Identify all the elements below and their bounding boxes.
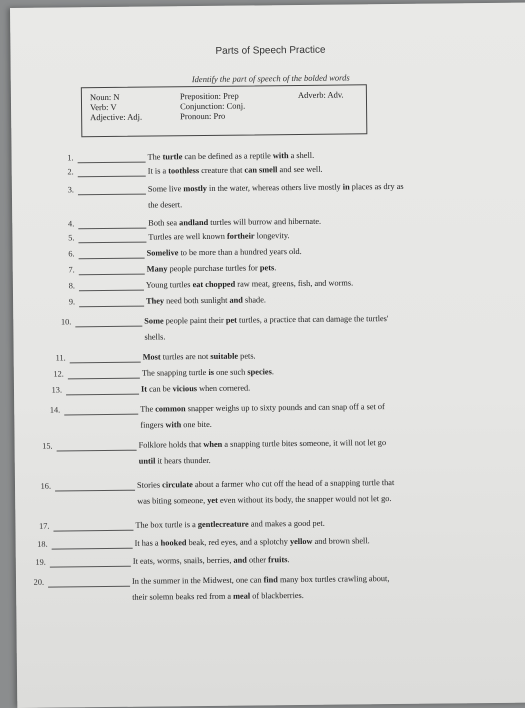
- question-sentence: It has a hooked beak, red eyes, and a splotchy yellow and brown shell.: [134, 536, 370, 548]
- question-sentence: They need both sunlight and shade.: [146, 295, 266, 306]
- question-sentence: Stories circulate about a farmer who cut off the head of a snapping turtle that: [136, 478, 395, 490]
- question-sentence: The common snapper weighs up to sixty pounds and can snap off a set of: [140, 402, 385, 414]
- answer-blank[interactable]: [55, 490, 135, 492]
- key-column-2: [180, 91, 245, 122]
- question-sentence: Many people purchase turtles for pets.: [146, 263, 277, 274]
- question-number: 14.: [49, 405, 61, 415]
- question-number: 4.: [67, 219, 75, 229]
- question-number: 11.: [55, 353, 66, 363]
- question-number: 7.: [68, 265, 75, 275]
- question-sentence: shells.: [144, 332, 166, 342]
- answer-blank[interactable]: [68, 378, 140, 380]
- key-adverb: Adverb: Adv.: [297, 89, 344, 100]
- question-number: 17.: [39, 521, 50, 531]
- question-number: 9.: [68, 297, 76, 307]
- answer-blank[interactable]: [79, 290, 144, 292]
- answer-blank[interactable]: [78, 228, 146, 230]
- answer-blank[interactable]: [78, 242, 146, 244]
- question-sentence: It is a toothless creature that can smell and see well.: [147, 164, 323, 176]
- answer-blank[interactable]: [75, 326, 142, 328]
- key-verb: Verb: V: [89, 101, 117, 113]
- answer-blank[interactable]: [79, 258, 145, 260]
- question-sentence: Most turtles are not suitable pets.: [142, 351, 256, 362]
- question-sentence: The snapping turtle is one such species.: [141, 367, 274, 378]
- question-sentence: Somelive to be more than a hundred years old.: [146, 246, 302, 258]
- question-number: 18.: [37, 539, 48, 549]
- answer-blank[interactable]: [78, 162, 146, 164]
- answer-blank[interactable]: [48, 586, 130, 588]
- answer-blank[interactable]: [53, 530, 133, 532]
- key-conjunction: Conjunction: Conj.: [179, 100, 246, 112]
- key-preposition: Preposition: Prep: [179, 90, 239, 102]
- question-sentence: It can be vicious when cornered.: [140, 383, 251, 394]
- question-sentence: Turtles are well known fortheir longevity.: [148, 231, 290, 242]
- answer-blank[interactable]: [79, 274, 145, 276]
- question-number: 10.: [60, 317, 72, 327]
- answer-blank[interactable]: [79, 306, 144, 308]
- question-number: 13.: [51, 385, 63, 395]
- key-column-3: [298, 90, 344, 100]
- question-sentence: The box turtle is a gentlecreature and makes a good pet.: [135, 518, 325, 530]
- question-number: 12.: [53, 369, 64, 379]
- question-sentence: Some people paint their pet turtles, a practice that can damage the turtles': [144, 314, 389, 326]
- page-title: Parts of Speech Practice: [215, 44, 326, 57]
- question-sentence: Both sea andland turtles will burrow and hibernate.: [148, 216, 322, 228]
- question-sentence: Young turtles eat chopped raw meat, greens, fish, and worms.: [145, 278, 354, 290]
- answer-blank[interactable]: [66, 394, 139, 396]
- answer-blank[interactable]: [78, 176, 146, 178]
- abbreviation-key: [81, 84, 368, 137]
- answer-blank[interactable]: [78, 194, 146, 196]
- question-sentence: Some live mostly in the water, whereas others live mostly in places as dry as: [147, 181, 404, 194]
- question-number: 5.: [68, 233, 75, 243]
- question-sentence: Folklore holds that when a snapping turtle bites someone, it will not let go: [138, 438, 387, 450]
- question-sentence: until it hears thunder.: [138, 455, 211, 466]
- key-pronoun: Pronoun: Pro: [180, 110, 226, 122]
- answer-blank[interactable]: [52, 548, 133, 550]
- question-number: 1.: [67, 153, 74, 163]
- question-number: 19.: [35, 557, 46, 567]
- question-sentence: The turtle can be defined as a reptile with a shell.: [147, 150, 315, 162]
- question-number: 8.: [68, 281, 75, 291]
- question-number: 15.: [42, 441, 53, 451]
- question-sentence: It eats, worms, snails, berries, and other fruits.: [132, 555, 290, 566]
- key-adjective: Adjective: Adj.: [90, 111, 143, 123]
- answer-blank[interactable]: [50, 566, 131, 568]
- question-sentence: fingers with one bite.: [140, 419, 212, 430]
- answer-blank[interactable]: [57, 450, 137, 452]
- answer-blank[interactable]: [70, 362, 141, 364]
- answer-blank[interactable]: [64, 414, 138, 416]
- question-number: 6.: [68, 249, 75, 259]
- question-number: 16.: [40, 481, 52, 491]
- question-number: 20.: [33, 577, 45, 587]
- question-sentence: their solemn beaks red from a meal of blackberries.: [132, 590, 304, 602]
- key-column-1: [90, 92, 142, 123]
- instructions: Identify the part of speech of the bolded words: [191, 72, 350, 85]
- question-number: 2.: [67, 167, 74, 177]
- question-number: 3.: [67, 185, 74, 195]
- question-sentence: the desert.: [148, 200, 183, 210]
- worksheet-page: [10, 3, 525, 708]
- question-sentence: was biting someone, yet even without its body, the snapper would not let go.: [137, 494, 392, 506]
- key-noun: Noun: N: [89, 91, 120, 103]
- question-sentence: In the summer in the Midwest, one can find many box turtles crawling about,: [131, 574, 390, 586]
